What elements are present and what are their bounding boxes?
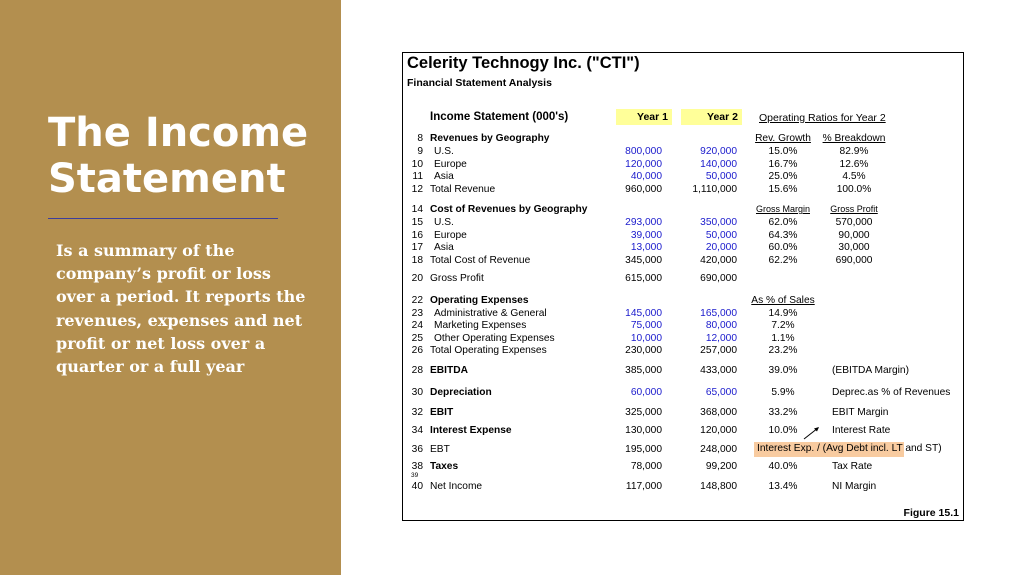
year1-value: 230,000 <box>625 345 662 356</box>
year1-value: 60,000 <box>630 387 662 398</box>
row-label: Operating Expenses <box>430 295 529 306</box>
year1-value: 800,000 <box>625 146 662 157</box>
year2-value: 257,000 <box>700 345 737 356</box>
row-number: 25 <box>411 332 423 344</box>
company-title: Celerity Technogy Inc. ("CTI") <box>407 54 640 72</box>
year2-value: 433,000 <box>700 365 737 376</box>
figure-subtitle: Financial Statement Analysis <box>407 77 552 89</box>
year1-value: 195,000 <box>625 444 662 455</box>
ratio-value: 15.0% <box>768 146 798 157</box>
row-number: 30 <box>411 387 423 398</box>
ratio-detail: % Breakdown <box>822 133 886 144</box>
statement-row <box>403 320 963 333</box>
year1-value: 120,000 <box>625 158 662 170</box>
year2-value: 690,000 <box>700 273 737 284</box>
sidebar-panel <box>0 0 341 575</box>
row-number: 26 <box>411 345 423 356</box>
slide-description: Is a summary of the company’s profit or loss over a period. It reports the revenues, expenses and net profit or net loss over a quarter or a full year <box>56 241 306 377</box>
ratio-detail: NI Margin <box>832 481 877 492</box>
statement-row <box>403 295 963 308</box>
row-number: 40 <box>411 481 423 492</box>
row-label: Taxes <box>430 461 459 472</box>
ratio-value: As % of Sales <box>751 295 815 306</box>
statement-row <box>403 184 963 197</box>
row-label: Europe <box>434 229 467 241</box>
statement-row <box>403 146 963 159</box>
statement-row <box>403 407 963 420</box>
ratio-value: 64.3% <box>768 229 798 241</box>
year1-value: 325,000 <box>625 407 662 418</box>
year2-value: 350,000 <box>700 217 737 228</box>
row-label: Revenues by Geography <box>430 133 550 144</box>
statement-row <box>403 345 963 358</box>
ratio-value: 33.2% <box>768 407 798 418</box>
statement-row <box>403 217 963 230</box>
figure-label: Figure 15.1 <box>903 507 959 519</box>
statement-row <box>403 481 963 494</box>
row-number: 28 <box>411 365 423 376</box>
row-label: Marketing Expenses <box>434 320 527 331</box>
year2-value: 12,000 <box>705 332 737 344</box>
row-label: Asia <box>434 171 454 182</box>
ratio-value: 16.7% <box>768 158 798 170</box>
year1-value: 78,000 <box>630 461 662 472</box>
statement-row <box>403 159 963 172</box>
row-label: Cost of Revenues by Geography <box>430 204 588 215</box>
statement-row <box>403 204 963 217</box>
row-label: Administrative & General <box>434 307 547 319</box>
row-number: 22 <box>411 295 423 306</box>
year2-value: 20,000 <box>705 242 737 253</box>
year2-value: 65,000 <box>705 387 737 398</box>
year2-value: 148,800 <box>700 481 737 492</box>
statement-row <box>403 255 963 268</box>
row-label: Net Income <box>430 481 483 492</box>
arrow-icon <box>802 425 822 441</box>
ratio-detail: Gross Profit <box>830 204 878 214</box>
ratio-detail: Interest Rate <box>832 425 891 436</box>
year1-value: 615,000 <box>625 273 662 284</box>
year2-value: 420,000 <box>700 254 737 266</box>
row-number: 16 <box>411 229 423 241</box>
slide-title-line-2: Statement <box>48 156 286 202</box>
ratios-header: Operating Ratios for Year 2 <box>759 112 886 124</box>
ratio-value: 39.0% <box>768 365 798 376</box>
ratio-value: 25.0% <box>768 171 798 182</box>
ratio-detail: 100.0% <box>836 183 872 195</box>
ratio-value: 7.2% <box>771 320 795 331</box>
year2-header: Year 2 <box>681 109 742 125</box>
year1-value: 39,000 <box>630 229 662 241</box>
row-label: U.S. <box>434 146 454 157</box>
year1-value: 75,000 <box>630 320 662 331</box>
year1-value: 293,000 <box>625 217 662 228</box>
row-number: 18 <box>411 254 423 266</box>
row-number-39: 39 <box>411 472 419 479</box>
statement-row <box>403 461 963 474</box>
year1-value: 117,000 <box>625 481 662 492</box>
year2-value: 248,000 <box>700 444 737 455</box>
row-number: 23 <box>411 307 423 319</box>
income-statement-figure <box>402 52 964 521</box>
year1-value: 345,000 <box>625 254 662 266</box>
ratio-value: 14.9% <box>768 307 798 319</box>
row-label: EBIT <box>430 407 454 418</box>
ratio-value: 10.0% <box>768 425 798 436</box>
row-number: 9 <box>417 146 423 157</box>
year1-value: 130,000 <box>625 425 662 436</box>
statement-row <box>403 308 963 321</box>
ratio-value: 62.0% <box>768 217 798 228</box>
row-label: Total Cost of Revenue <box>430 254 531 266</box>
year1-value: 40,000 <box>630 171 662 182</box>
row-number: 14 <box>411 204 423 215</box>
ratio-value: 1.1% <box>771 332 795 344</box>
ratio-detail: 4.5% <box>842 171 866 182</box>
slide-title <box>48 110 328 202</box>
ratio-value: 5.9% <box>771 387 795 398</box>
year2-value: 120,000 <box>700 425 737 436</box>
ratio-value: Gross Margin <box>755 204 810 214</box>
year2-value: 140,000 <box>700 158 737 170</box>
row-number: 15 <box>411 217 423 228</box>
row-label: EBITDA <box>430 365 468 376</box>
row-label: Gross Profit <box>430 273 484 284</box>
ratio-value: Rev. Growth <box>755 133 811 144</box>
row-number: 8 <box>417 133 423 144</box>
row-number: 32 <box>411 407 423 418</box>
ratio-value: 15.6% <box>768 183 798 195</box>
row-label: Asia <box>434 242 454 253</box>
row-label: EBT <box>430 444 450 455</box>
interest-note: Interest Exp. / (Avg Debt incl. LT and ST) <box>757 443 942 454</box>
row-label: Other Operating Expenses <box>434 332 555 344</box>
title-divider <box>48 218 278 219</box>
ratio-value: 60.0% <box>768 242 798 253</box>
ratio-detail: 90,000 <box>838 229 870 241</box>
row-label: Depreciation <box>430 387 492 398</box>
row-number: 10 <box>411 158 423 170</box>
statement-row <box>403 365 963 378</box>
ratio-detail: 82.9% <box>839 146 869 157</box>
ratio-value: 40.0% <box>768 461 798 472</box>
statement-row <box>403 133 963 146</box>
year1-header: Year 1 <box>616 109 672 125</box>
ratio-value: 62.2% <box>768 254 798 266</box>
year2-value: 50,000 <box>705 229 737 241</box>
statement-row <box>403 230 963 243</box>
ratio-value: 13.4% <box>768 481 798 492</box>
year2-value: 368,000 <box>700 407 737 418</box>
year2-value: 1,110,000 <box>692 183 737 195</box>
row-label: Total Revenue <box>430 183 496 195</box>
row-number: 36 <box>411 444 423 455</box>
year1-value: 145,000 <box>625 307 662 319</box>
row-number: 38 <box>411 461 423 472</box>
ratio-value: 23.2% <box>768 345 798 356</box>
year2-value: 165,000 <box>700 307 737 319</box>
row-number: 34 <box>411 425 423 436</box>
ratio-detail: 690,000 <box>835 254 873 266</box>
year1-value: 960,000 <box>625 183 662 195</box>
row-number: 17 <box>411 242 423 253</box>
statement-row <box>403 425 963 438</box>
ratio-detail: 30,000 <box>838 242 870 253</box>
year2-value: 920,000 <box>700 146 737 157</box>
row-label: Europe <box>434 158 467 170</box>
statement-row <box>403 242 963 255</box>
statement-row <box>403 333 963 346</box>
row-label: U.S. <box>434 217 454 228</box>
year2-value: 50,000 <box>705 171 737 182</box>
statement-row <box>403 273 963 286</box>
year1-value: 13,000 <box>630 242 662 253</box>
ratio-detail: Deprec.as % of Revenues <box>832 387 951 398</box>
year1-value: 10,000 <box>630 332 662 344</box>
ratio-detail: (EBITDA Margin) <box>832 365 909 376</box>
row-number: 20 <box>411 273 423 284</box>
year1-value: 385,000 <box>625 365 662 376</box>
statement-row <box>403 387 963 400</box>
slide-title-line-1: The Income <box>48 110 309 156</box>
ratio-detail: 570,000 <box>835 217 873 228</box>
table-title: Income Statement (000's) <box>430 111 569 123</box>
row-number: 11 <box>412 171 423 182</box>
row-number: 12 <box>411 183 423 195</box>
row-label: Interest Expense <box>430 425 512 436</box>
row-number: 24 <box>411 320 423 331</box>
statement-row <box>403 171 963 184</box>
ratio-detail: EBIT Margin <box>832 407 889 418</box>
row-label: Total Operating Expenses <box>430 345 547 356</box>
ratio-detail: Tax Rate <box>832 461 873 472</box>
year2-value: 80,000 <box>705 320 737 331</box>
ratio-detail: 12.6% <box>839 158 869 170</box>
year2-value: 99,200 <box>705 461 737 472</box>
